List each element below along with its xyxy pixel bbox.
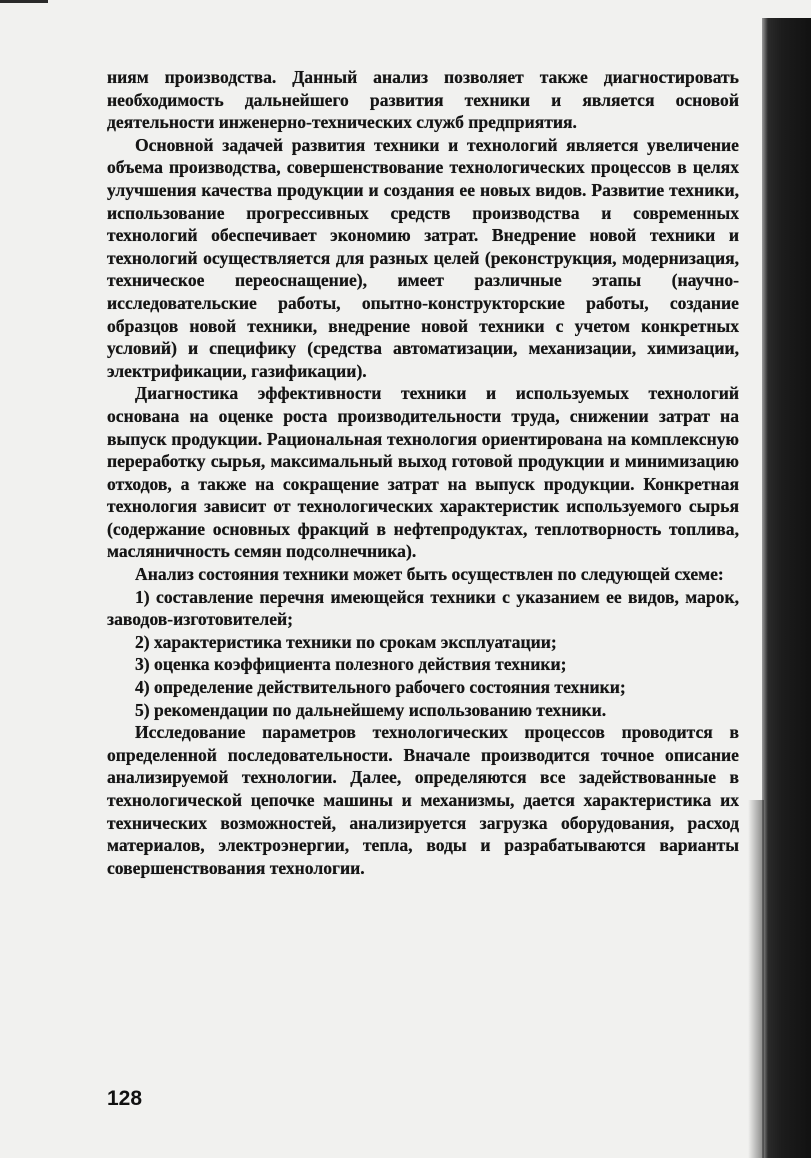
analysis-steps-list [107, 586, 739, 722]
paragraph-process-research: Исследование параметров технологических процессов проводится в определенной последовательности. Вначале производится точное описание анализируемой технологии. Далее, определяются все задействованные в технологической цепочке машины и механизмы, дается характеристика их технических возможностей, анализируется загрузка оборудования, расход материалов, электроэнергии, тепла, воды и разрабатываются варианты совершенствования технологии. [107, 722, 739, 878]
paragraph-development-goals: Основной задачей развития техники и технологий является увеличение объема производства, совершенствование технологических процессов в целях улучшения качества продукции и создания ее новых видов. Развитие техники, использование прогрессивных средств производства и современных технологий обеспечивает экономию затрат. Внедрение новой техники и технологий осуществляется для разных целей (реконструкция, модернизация, техническое переоснащение), имеет различные этапы (научно-исследовательские работы, опытно-конструкторские работы, создание образцов новой техники, внедрение новой техники с учетом конкретных условий) и специфику (средства автоматизации, механизации, химизации, электрификации, газификации). [107, 134, 739, 381]
page-number: 128 [107, 1087, 143, 1110]
scan-artifact [0, 0, 48, 3]
paragraph-continuation: ниям производства. Данный анализ позволяет также диагностировать необходимость дальнейшего развития техники и является основой деятельности инженерно-технических служб предприятия. [107, 67, 739, 133]
scan-binding-shadow [762, 18, 811, 1158]
scan-edge-fade [748, 800, 764, 1158]
list-item: 5) рекомендации по дальнейшему использованию техники. [135, 699, 607, 720]
list-item: 3) оценка коэффициента полезного действия техники; [135, 654, 567, 675]
list-item: 1) составление перечня имеющейся техники с указанием ее видов, марок, заводов-изготовителей; [107, 586, 739, 630]
list-item: 4) определение действительного рабочего состояния техники; [135, 677, 626, 698]
paragraph-diagnostics: Диагностика эффективности техники и используемых технологий основана на оценке роста производительности труда, снижении затрат на выпуск продукции. Рациональная технология ориентирована на комплексную переработку сырья, максимальный выход готовой продукции и минимизацию отходов, а также на сокращение затрат на выпуск продукции. Конкретная технология зависит от технологических характеристик используемого сырья (содержание основных фракций в нефтепродуктах, теплотворность топлива, масляничность семян подсолнечника). [107, 383, 739, 562]
paragraph-analysis-intro: Анализ состояния техники может быть осуществлен по следующей схеме: [135, 564, 724, 585]
list-item: 2) характеристика техники по срокам эксплуатации; [135, 631, 557, 652]
page-body [107, 66, 739, 879]
